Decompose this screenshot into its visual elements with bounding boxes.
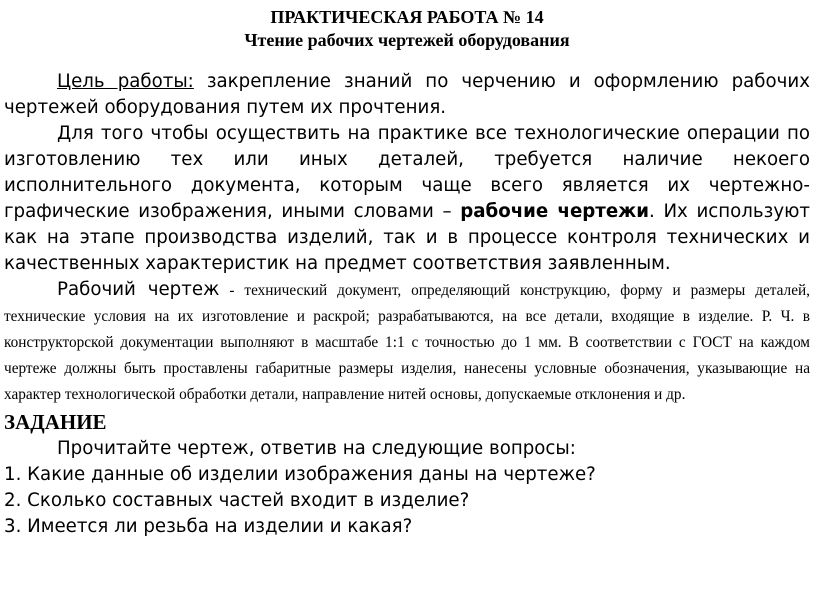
- question-item: 2. Сколько составных частей входит в изделие?: [4, 490, 470, 511]
- question-item: 3. Имеется ли резьба на изделии и какая?: [4, 516, 413, 537]
- question-item: 1. Какие данные об изделии изображения даны на чертеже?: [4, 464, 596, 485]
- definition-term: Рабочий чертеж: [57, 279, 220, 300]
- document-subtitle: Чтение рабочих чертежей оборудования: [244, 30, 570, 50]
- definition-text: - технический документ, определяющий конструкцию, форму и размеры деталей, технические условия на их изготовление и раскрой; разрабатываются, на все детали, входящие в изделие. Р. Ч. в конструкторской документации выполняют в масштабе 1:1 с точностью до 1 мм. В соответствии с ГОСТ на каждом чертеже должны быть проставлены габаритные размеры изделия, нанесены условные обозначения, указывающие на характер технологической обработки детали, направление нитей основы, допускаемые отклонения и др.: [4, 282, 810, 403]
- intro-text-before: Для того чтобы осуществить на практике все технологические операции по изготовлению тех или иных деталей, требуется наличие некоего исполнительного документа, которым чаще всего является их чертежно-графические изображения, иными словами –: [4, 123, 810, 222]
- task-lead: Прочитайте чертеж, ответив на следующие вопросы:: [57, 438, 576, 459]
- definition-paragraph: [4, 277, 810, 408]
- goal-paragraph: [4, 69, 810, 121]
- goal-label: Цель работы:: [57, 71, 194, 92]
- intro-paragraph: [4, 121, 810, 277]
- intro-text-after: . Их используют как на этапе производства изделий, так и в процессе контроля технических и качественных характеристик на предмет соответствия заявленным.: [4, 201, 810, 274]
- task-heading: ЗАДАНИЕ: [4, 410, 107, 434]
- intro-bold-term: рабочие чертежи: [460, 201, 650, 222]
- document-title: ПРАКТИЧЕСКАЯ РАБОТА № 14: [270, 7, 544, 27]
- goal-text: закрепление знаний по черчению и оформлению рабочих чертежей оборудования путем их прочтения.: [4, 71, 810, 118]
